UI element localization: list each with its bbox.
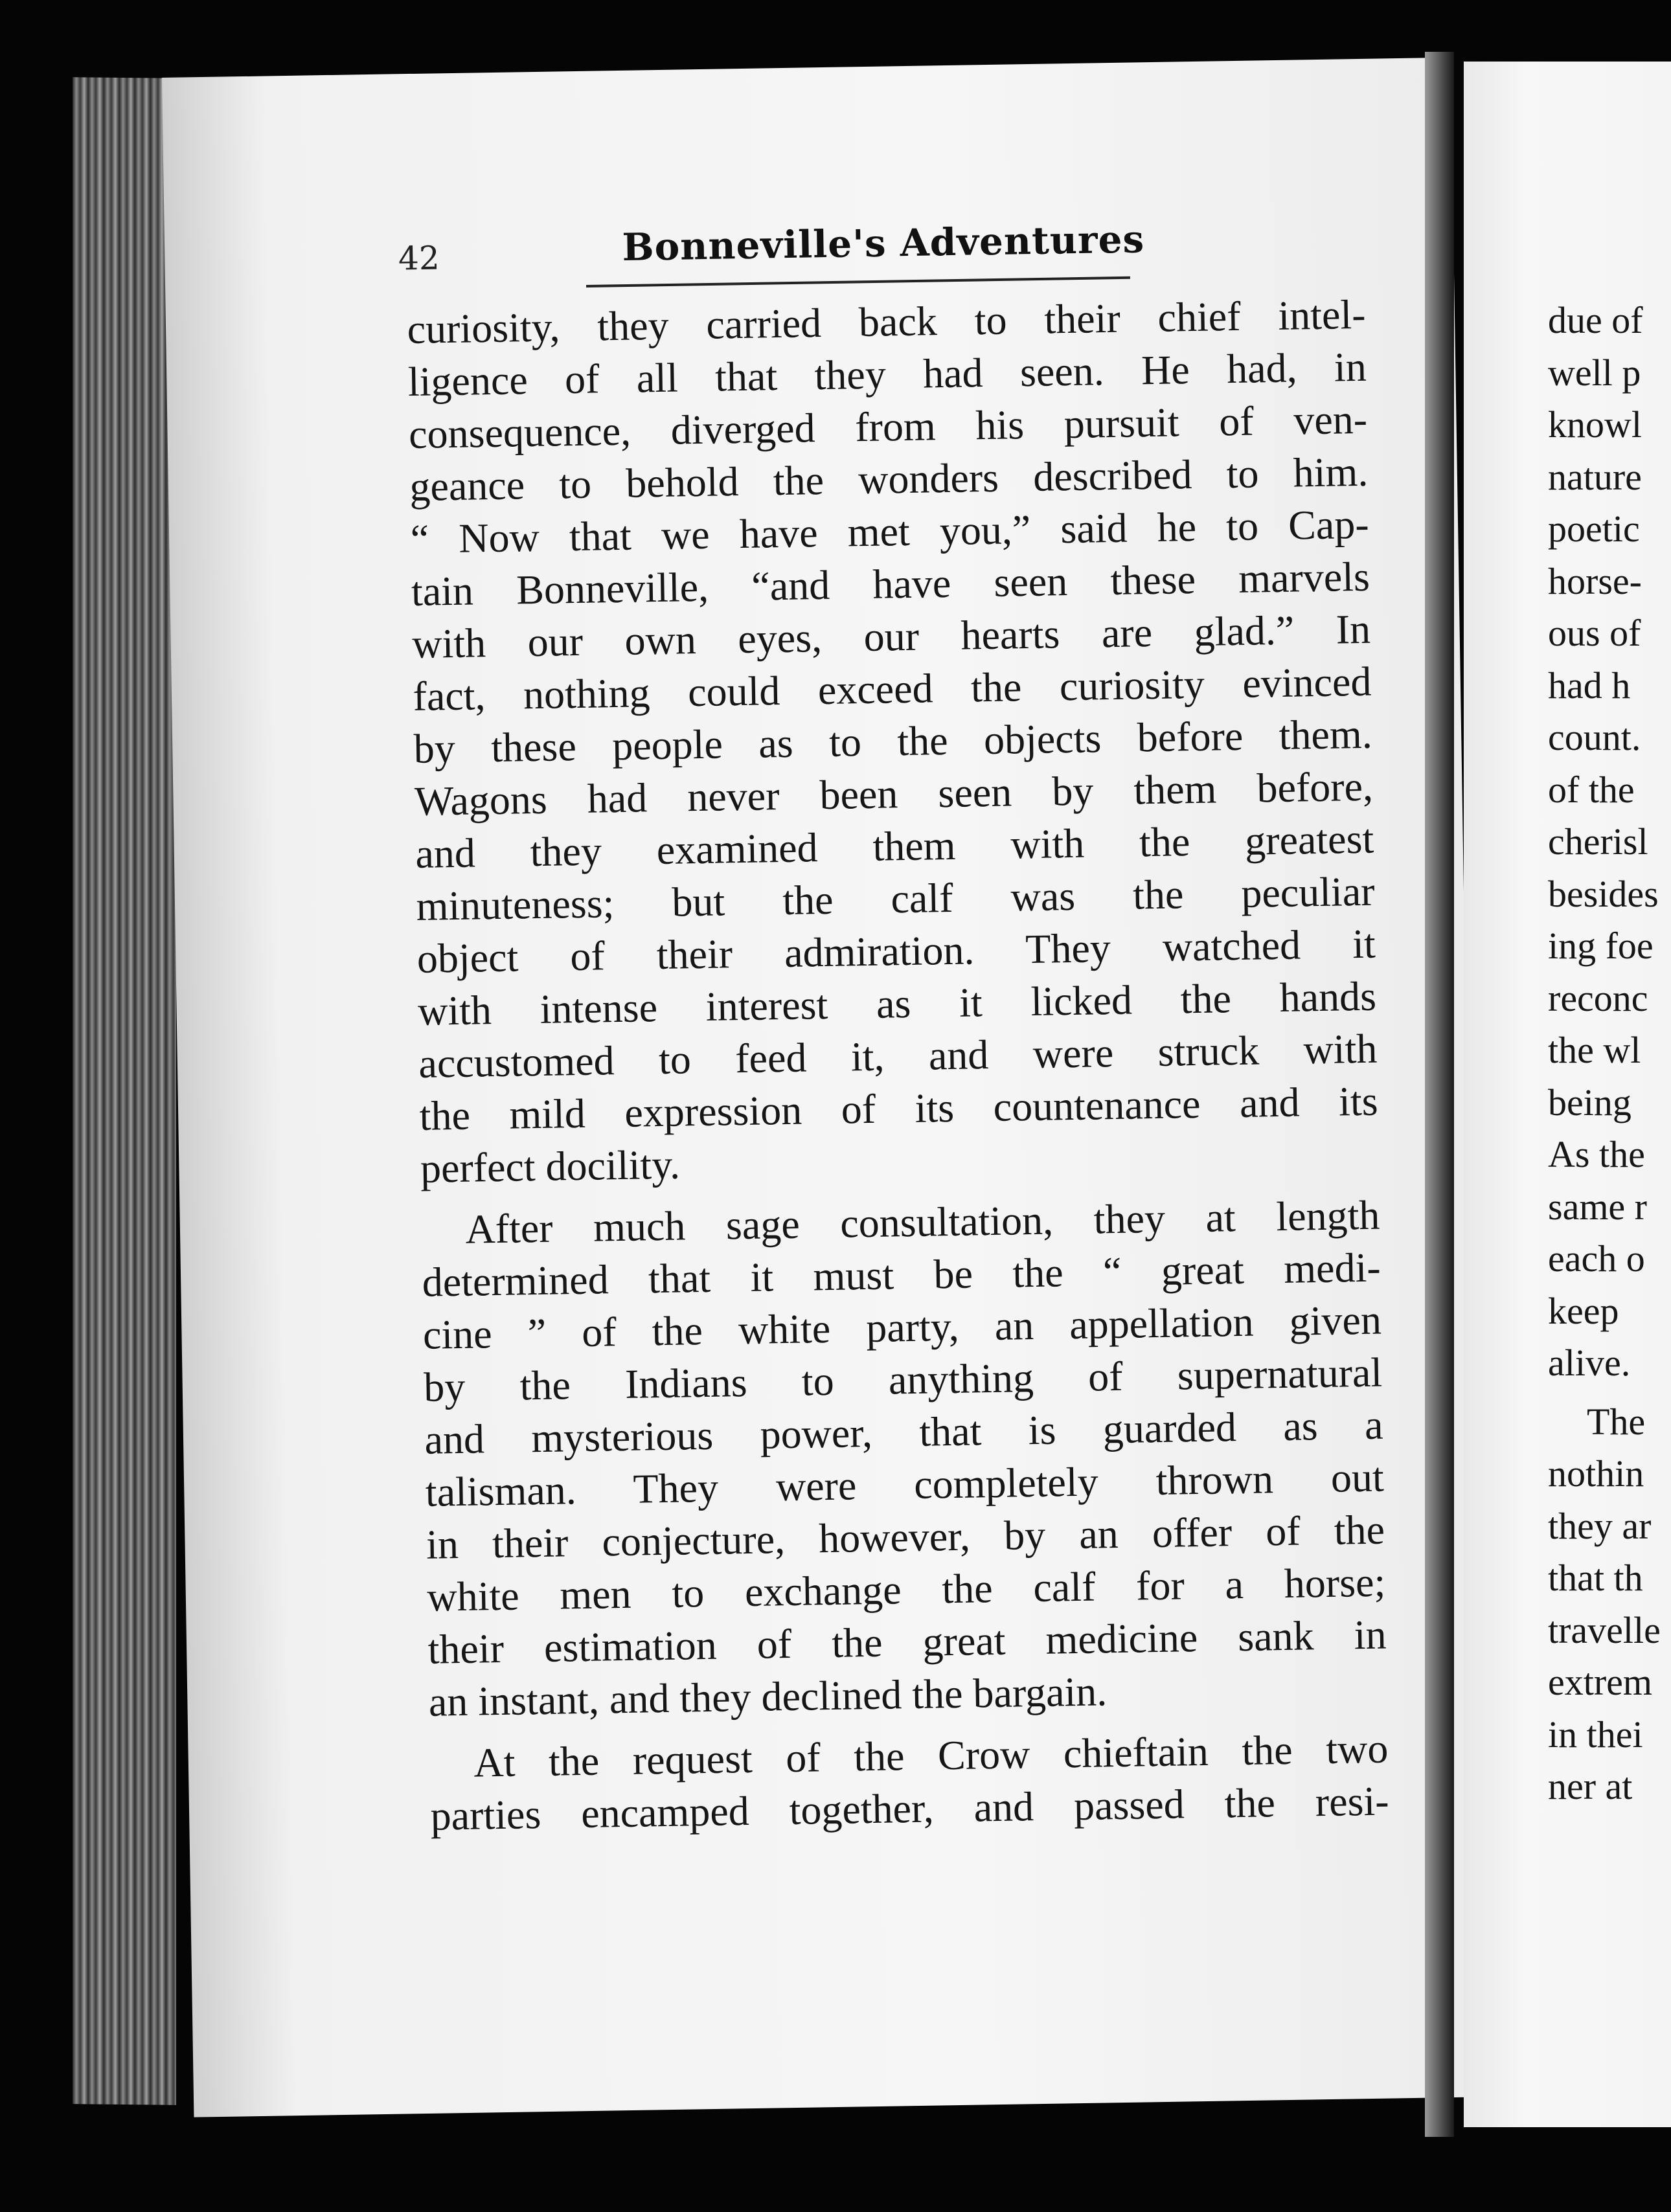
text-fragment: alive. bbox=[1548, 1342, 1631, 1384]
text-fragment: The bbox=[1587, 1400, 1646, 1443]
page-number: 42 bbox=[398, 239, 440, 278]
text-line: and they examined them with the greatest bbox=[415, 815, 1374, 877]
text-line: “ Now that we have met you,” said he to Cap- bbox=[410, 501, 1370, 562]
text-line: At the request of the Crow chieftain the two bbox=[473, 1725, 1389, 1786]
text-line: fact, nothing could exceed the curiosity evinced bbox=[412, 658, 1372, 719]
text-line: talisman. They were completely thrown out bbox=[425, 1454, 1385, 1515]
text-fragment: in thei bbox=[1548, 1713, 1643, 1755]
text-line: curiosity, they carried back to their chief intel- bbox=[407, 291, 1367, 352]
text-fragment: extrem bbox=[1548, 1661, 1653, 1703]
text-line: by the Indians to anything of supernatural bbox=[423, 1349, 1383, 1410]
text-line: their estimation of the great medicine sank in bbox=[427, 1611, 1387, 1673]
text-fragment: same r bbox=[1548, 1185, 1647, 1228]
text-fragment: had h bbox=[1548, 664, 1631, 706]
text-line: Wagons had never been seen by them before, bbox=[414, 763, 1374, 824]
book-gutter bbox=[1425, 52, 1454, 2137]
text-line: minuteness; but the calf was the peculiar bbox=[416, 868, 1376, 929]
text-fragment: nature bbox=[1548, 455, 1642, 498]
text-fragment: horse- bbox=[1548, 559, 1642, 602]
text-fragment: being bbox=[1548, 1081, 1631, 1123]
text-fragment: that th bbox=[1548, 1557, 1643, 1599]
text-line: in their conjecture, however, by an offer of the bbox=[426, 1506, 1385, 1568]
text-line: perfect docility. bbox=[420, 1141, 681, 1191]
text-fragment: besides bbox=[1548, 872, 1659, 915]
text-line: geance to behold the wonders described to him. bbox=[409, 448, 1369, 510]
text-fragment: poetic bbox=[1548, 508, 1640, 550]
text-line: consequence, diverged from his pursuit of ven- bbox=[408, 396, 1368, 457]
text-line: the mild expression of its countenance and its bbox=[419, 1078, 1379, 1139]
text-line: an instant, and they declined the bargain. bbox=[428, 1668, 1108, 1725]
text-line: with our own eyes, our hearts are glad.” In bbox=[411, 605, 1371, 667]
body-text bbox=[407, 288, 1389, 1842]
text-fragment: each o bbox=[1548, 1237, 1645, 1280]
text-fragment: they ar bbox=[1548, 1504, 1652, 1547]
text-line: ligence of all that they had seen. He had, in bbox=[407, 343, 1367, 405]
page-edges bbox=[73, 77, 176, 2105]
text-fragment: due of bbox=[1548, 299, 1643, 341]
text-line: object of their admiration. They watched it bbox=[416, 920, 1376, 982]
text-line: After much sage consultation, they at length bbox=[464, 1191, 1380, 1252]
text-line: white men to exchange the calf for a horse; bbox=[426, 1559, 1386, 1620]
text-fragment: reconc bbox=[1548, 976, 1648, 1019]
paragraph-gap bbox=[1548, 1390, 1671, 1396]
text-line: determined that it must be the “ great medi- bbox=[422, 1244, 1381, 1305]
text-fragment: ing foe bbox=[1548, 925, 1654, 967]
text-line: cine ” of the white party, an appellation given bbox=[422, 1296, 1382, 1358]
running-head: Bonneville's Adventures bbox=[622, 217, 1145, 269]
text-line: parties encamped together, and passed the resi- bbox=[430, 1778, 1390, 1839]
text-line: and mysterious power, that is guarded as a bbox=[424, 1401, 1383, 1463]
text-line: with intense interest as it licked the hands bbox=[417, 973, 1377, 1034]
right-page-text bbox=[1548, 295, 1671, 1813]
text-fragment: knowl bbox=[1548, 403, 1642, 446]
text-fragment: the wl bbox=[1548, 1029, 1641, 1071]
text-fragment: cherisl bbox=[1548, 820, 1648, 863]
text-fragment: As the bbox=[1548, 1133, 1645, 1175]
text-line: by these people as to the objects before them. bbox=[413, 710, 1373, 772]
text-fragment: of the bbox=[1548, 768, 1635, 811]
text-line: accustomed to feed it, and were struck with bbox=[418, 1025, 1378, 1087]
text-fragment: count. bbox=[1548, 716, 1641, 758]
text-fragment: travelle bbox=[1548, 1608, 1661, 1651]
text-fragment: well p bbox=[1548, 351, 1641, 394]
text-fragment: nothin bbox=[1548, 1452, 1644, 1495]
text-fragment: ous of bbox=[1548, 612, 1641, 654]
text-line: tain Bonneville, “and have seen these marvels bbox=[411, 553, 1370, 615]
text-fragment: ner at bbox=[1548, 1765, 1633, 1807]
text-fragment: keep bbox=[1548, 1289, 1619, 1332]
